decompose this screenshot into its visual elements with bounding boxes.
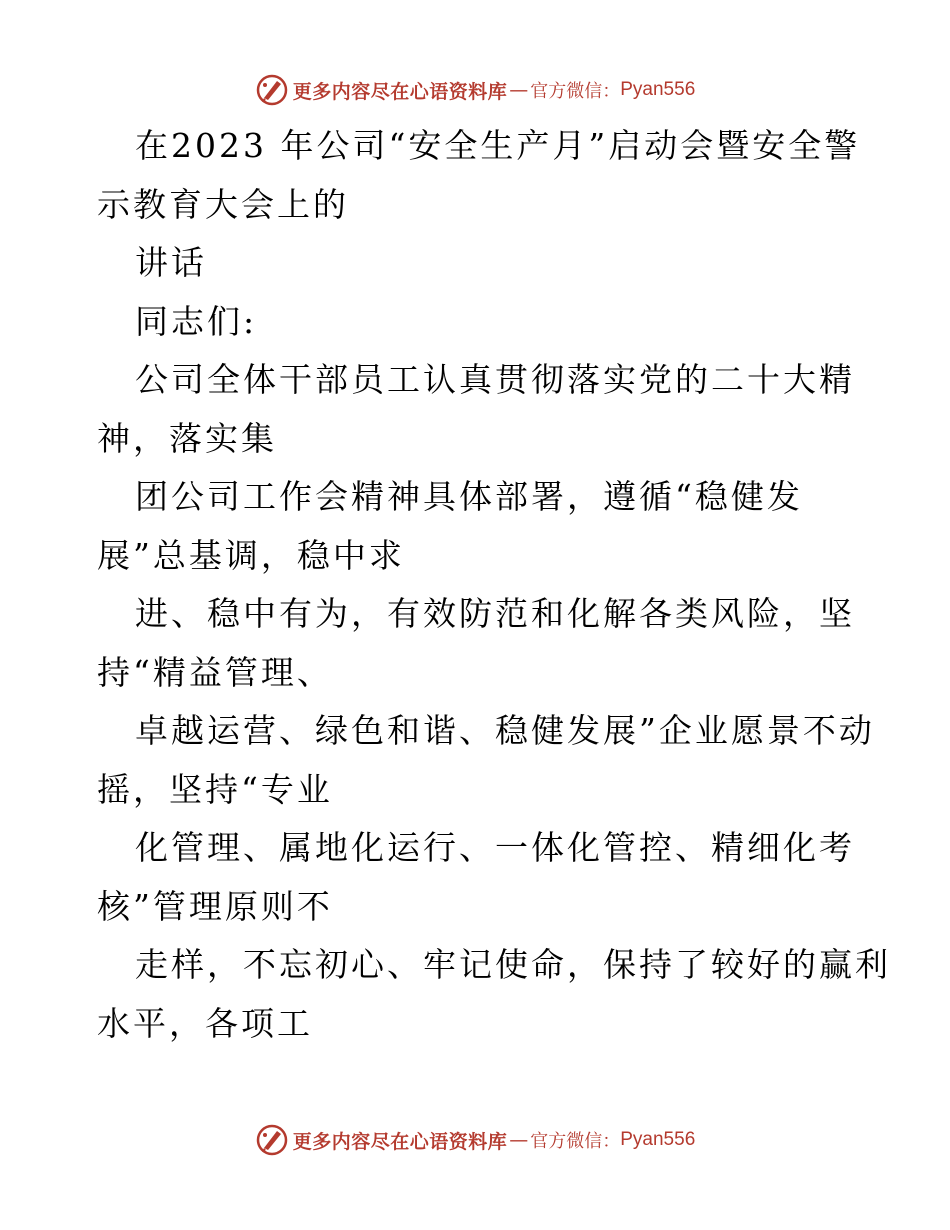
text-line: 进、稳中有为，有效防范和化解各类风险，坚	[135, 594, 855, 633]
quill-pen-logo-icon	[255, 1123, 289, 1157]
watermark-wechat-id: Pyan556	[620, 1129, 696, 1150]
text-line: 卓越运营、绿色和谐、稳健发展”企业愿景不动	[135, 711, 875, 750]
watermark-dash: —	[509, 1129, 529, 1151]
text-line: 在2023 年公司“安全生产月”启动会暨安全警	[135, 126, 861, 165]
text-line: 化管理、属地化运行、一体化管控、精细化考	[135, 828, 855, 867]
text-line: 展”总基调，稳中求	[97, 535, 405, 575]
document-body	[97, 117, 891, 1053]
text-line: 摇，坚持“专业	[97, 769, 333, 809]
header-watermark	[0, 70, 950, 110]
text-line: 讲话	[135, 243, 207, 282]
text-line: 神，落实集	[97, 418, 277, 458]
text-line: 同志们:	[135, 301, 258, 341]
text-line: 公司全体干部员工认真贯彻落实党的二十大精	[135, 360, 855, 399]
text-line: 走样，不忘初心、牢记使命，保持了较好的赢利	[135, 945, 891, 984]
watermark-dash: —	[509, 79, 529, 101]
text-line: 水平，各项工	[97, 1003, 313, 1043]
text-line: 团公司工作会精神具体部署，遵循“稳健发	[135, 477, 803, 516]
footer-watermark	[0, 1120, 950, 1160]
text-line: 核”管理原则不	[97, 886, 333, 926]
watermark-wechat-id: Pyan556	[620, 79, 696, 100]
text-line: 示教育大会上的	[97, 184, 349, 224]
watermark-wechat-label: 官方微信：	[530, 81, 621, 102]
text-line: 持“精益管理、	[97, 652, 333, 692]
quill-pen-logo-icon	[255, 73, 289, 107]
watermark-brand-text: 更多内容尽在心语资料库	[292, 80, 508, 103]
watermark-wechat-label: 官方微信：	[530, 1131, 621, 1152]
watermark-brand-text: 更多内容尽在心语资料库	[292, 1130, 508, 1153]
